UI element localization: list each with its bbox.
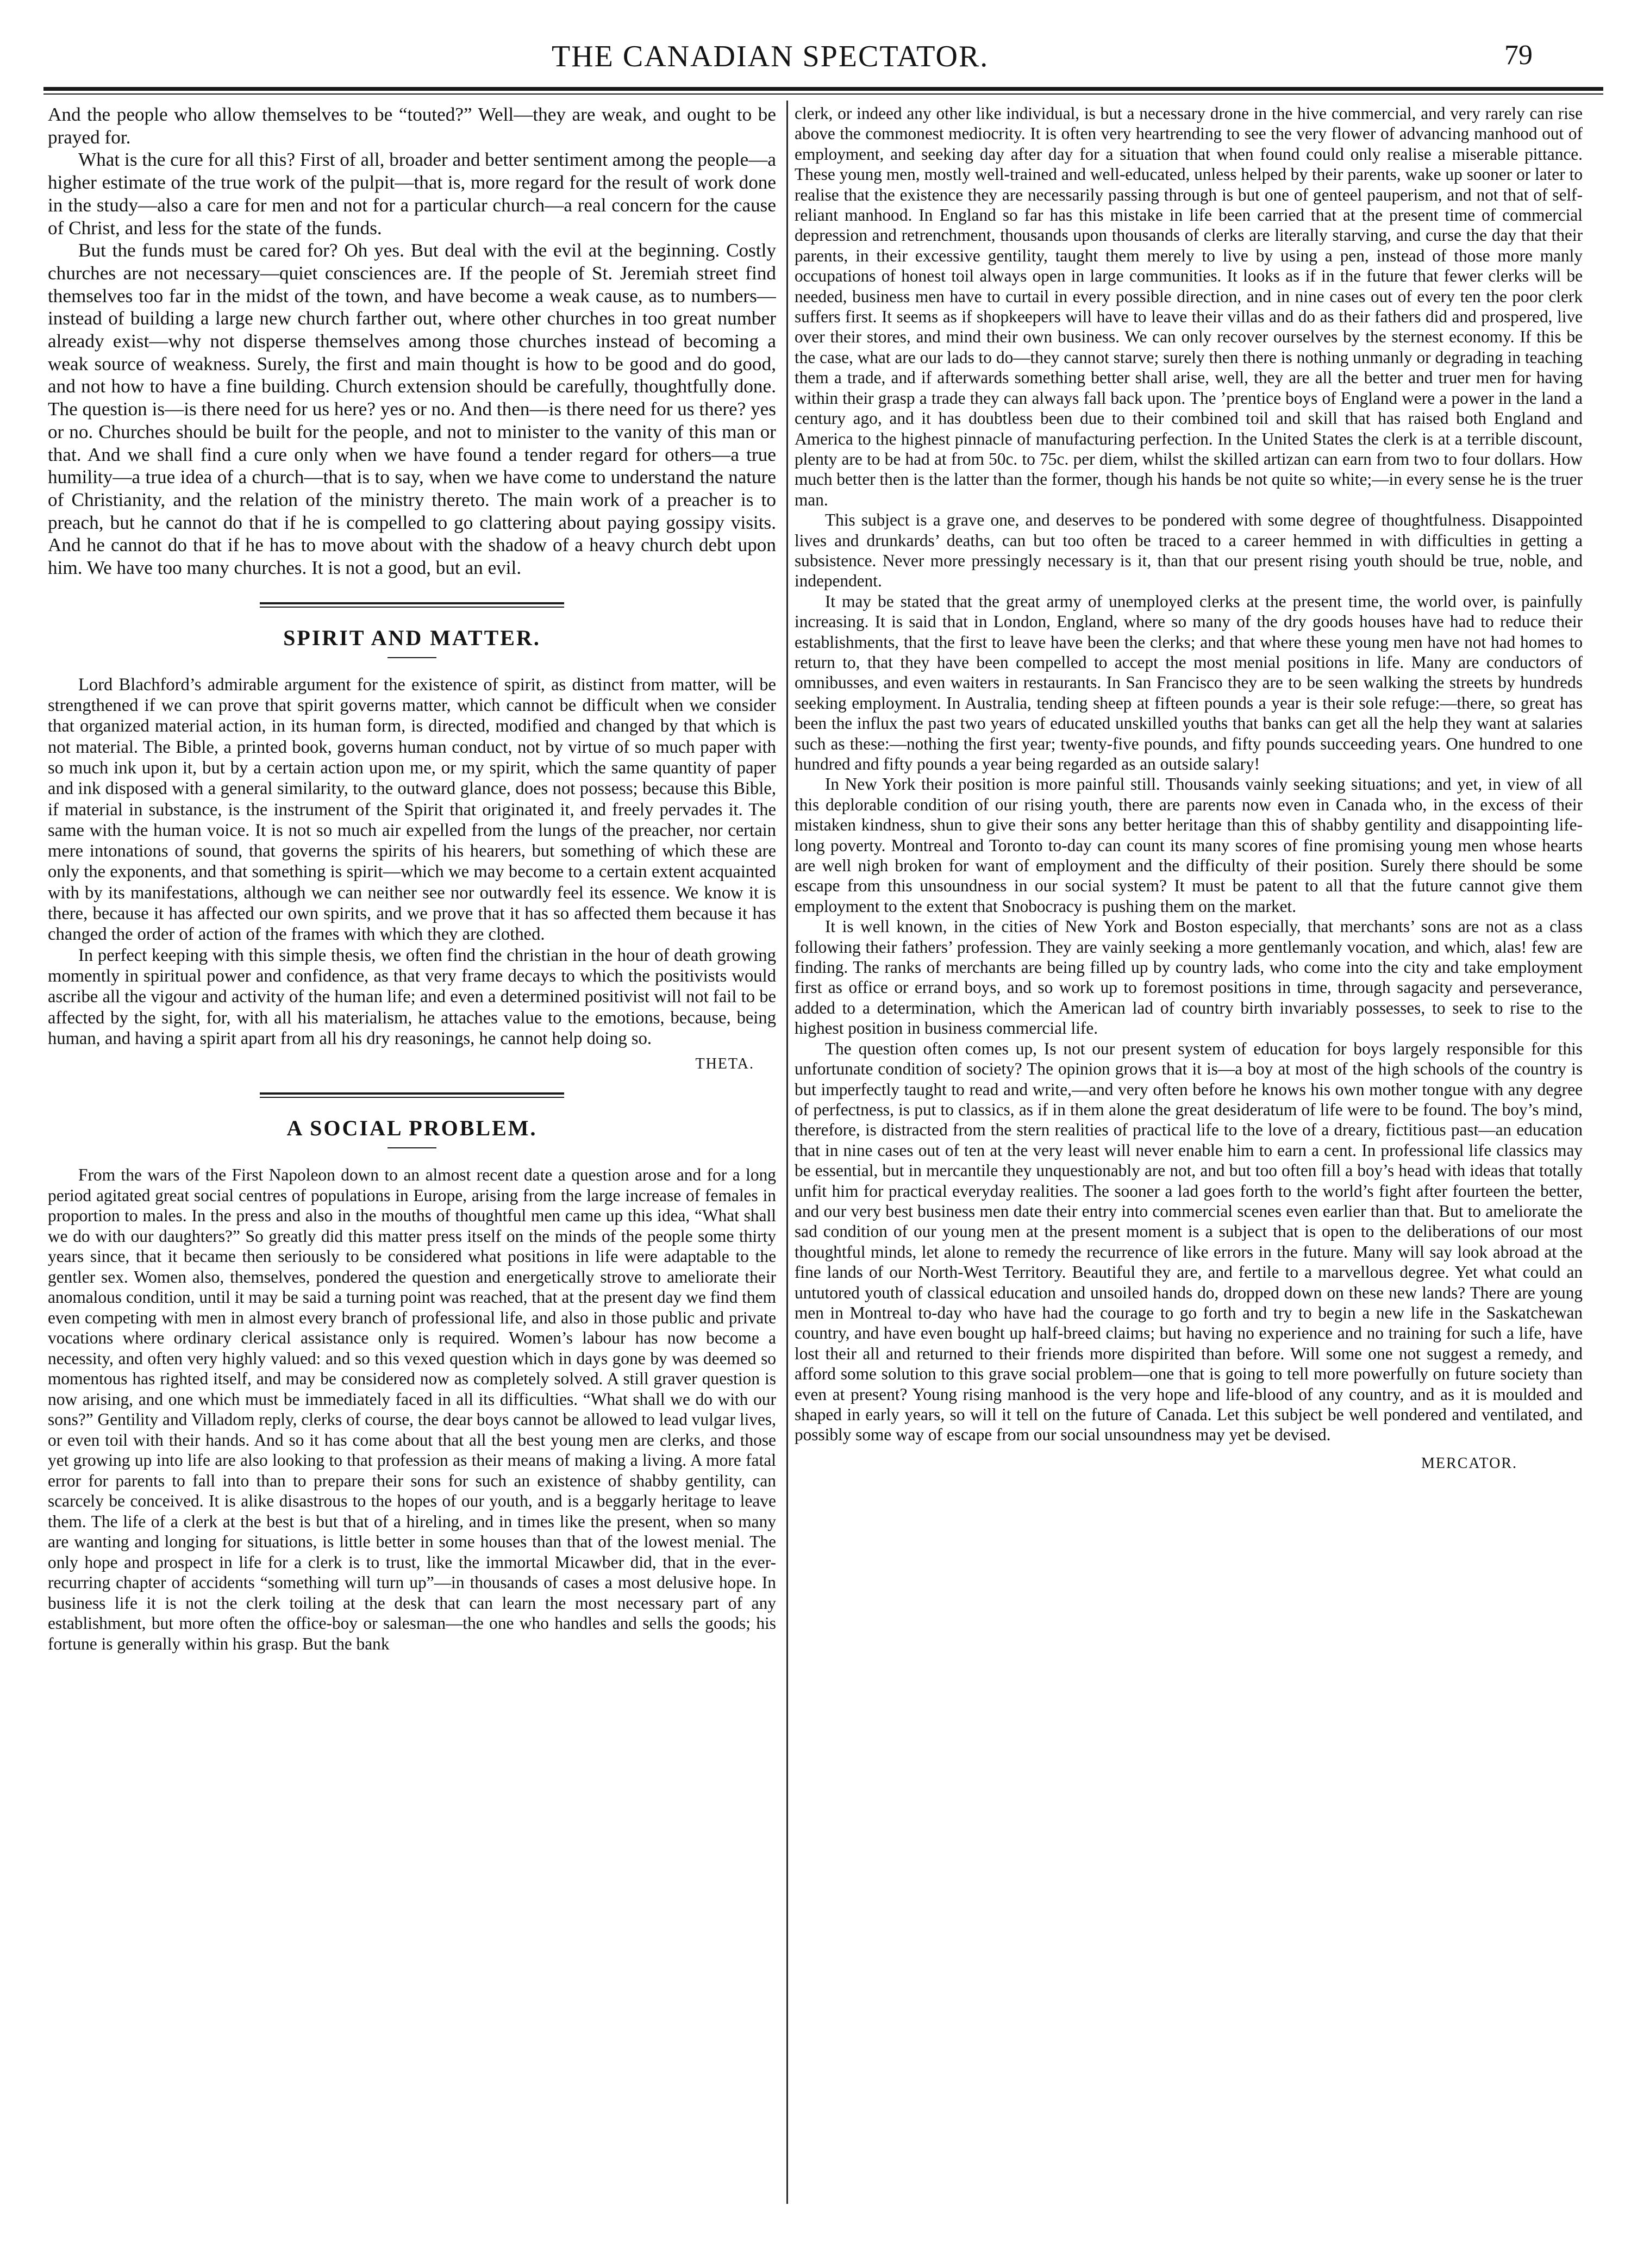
masthead-title: THE CANADIAN SPECTATOR. <box>552 40 989 73</box>
social-problem-continuation <box>795 103 1583 1472</box>
article-paragraph: What is the cure for all this? First of all, broader and better sentiment among the people—a higher estimate of the true work of the pulpit—that is, more regard for the result of work done in the study—also a care for men and not for a particular church—a real concern for the cause of Christ, and less for the state of the funds. <box>48 149 776 239</box>
article-heading: A SOCIAL PROBLEM. <box>286 1116 538 1141</box>
left-column <box>48 103 776 2212</box>
ornament-rule-thick <box>260 602 564 604</box>
article-paragraph: In perfect keeping with this simple thesis, we often find the christian in the hour of death growing momently in spiritual power and confidence, as that very frame decays to which the positivists would ascribe all the vigour and activity of the human life; and even a determined positivist will not fail to be affected by the sight, for, with all his materialism, he attaches value to the emotions, because, being human, and having a spirit apart from all his dry reasonings, he cannot help doing so. <box>48 945 776 1048</box>
author-signature: MERCATOR. <box>1421 1454 1517 1472</box>
ornament-rule-thin <box>260 607 564 608</box>
column-divider <box>786 101 788 2204</box>
ornament-rule-thick <box>260 1092 564 1095</box>
article-paragraph: The question often comes up, Is not our present system of education for boys largely responsible for this unfortunate condition of society? The opinion grows that it is—a boy at most of the high schools of the country is but imperfectly taught to read and write,—and very often before he knows his own mother tongue with any degree of perfectness, is put to classics, as if in them alone the great desideratum of life were to be found. The boy’s mind, therefore, is distracted from the stern realities of practical life to the love of a dreary, fictitious past—an education that in nine cases out of ten at the very least will never enable him to earn a cent. In professional life classics may be essential, but in mercantile they unquestionably are not, and but too often fill a boy’s head with ideas that totally unfit him for practical everyday realities. The sooner a lad goes forth to the world’s fight after fourteen the better, and our very best business men date their entry into commercial scenes even earlier than that. But to ameliorate the sad condition of our young men at the present moment is a subject that is open to the deliberations of our most thoughtful minds, let alone to remedy the recurrence of like errors in the future. Many will say look abroad at the fine lands of our North-West Territory. Beautiful they are, and fertile to a marvellous degree. Yet what could an untutored youth of classical education and unsoiled hands do, dropped down on these new lands? There are young men in Montreal to-day who have had the courage to go forth and try to begin a new life in the Saskatchewan country, and have even bought up half-breed claims; but having no experience and no training for such a life, have lost their all and returned to their friends more dispirited than before. Will some one not suggest a remedy, and afford some solution to this grave social problem—one that is going to tell more powerfully on future society than even at present? Young rising manhood is the very hope and life-blood of any country, and as it is moulded and shaped in early years, so will it tell on the future of Canada. Let this subject be well pondered and ventilated, and possibly some way of escape from our social unsoundness may yet be devised. <box>795 1039 1583 1445</box>
heading-underline <box>388 657 436 658</box>
page-number: 79 <box>1504 40 1533 71</box>
social-problem-article <box>48 1115 776 1654</box>
section-divider-ornament <box>48 595 776 616</box>
article-paragraph: clerk, or indeed any other like individual, is but a necessary drone in the hive commercial, and very rarely can rise above the commonest mediocrity. It is often very heartrending to see the very flower of advancing manhood out of employment, and seeking day after day for a situation that when found could only realise a miserable pittance. These young men, mostly well-trained and well-educated, unless helped by their parents, wake up sooner or later to realise that the existence they are necessarily passing through is but one of genteel pauperism, and not that of self-reliant manhood. In England so far has this mistake in life been carried that at the present time of commercial depression and retrenchment, thousands upon thousands of clerks are literally starving, and curse the day that their parents, in their excessive gentility, taught them merely to live by using a pen, instead of those more manly occupations of honest toil always open in large communities. It looks as if in the future that fewer clerks will be needed, business men have to curtail in every possible direction, and in nine cases out of every ten the poor clerk suffers first. It seems as if shopkeepers will have to leave their villas and do as their fathers did and prospered, live over their stores, and mind their own business. We can only recover ourselves by the sternest economy. If this be the case, what are our lads to do—they cannot starve; surely then there is nothing unmanly or degrading in teaching them a trade, and if afterwards something better shall arise, well, they are all the better and truer men for having within their grasp a trade they can always fall back upon. The ’prentice boys of England were a power in the land a century ago, and it has doubtless been due to their combined toil and skill that has raised both England and America to the highest pinnacle of manufacturing perfection. In the United States the clerk is at a terrible discount, plenty are to be had at from 50c. to 75c. per diem, whilst the skilled artizan can earn from two to four dollars. How much better then is the latter than the former, though his hands be not quite so white;—in every sense he is the truer man. <box>795 104 1583 509</box>
article-heading: SPIRIT AND MATTER. <box>283 625 541 650</box>
header-rule-thin <box>43 93 1603 95</box>
section-divider-ornament <box>48 1085 776 1107</box>
article-paragraph: But the funds must be cared for? Oh yes. But deal with the evil at the beginning. Costly churches are not necessary—quiet consciences are. If the people of St. Jeremiah street find themselves too far in the midst of the town, and have become a weak cause, as to numbers—instead of building a large new church farther out, where other churches in too great number already exist—why not disperse themselves among those churches instead of becoming a weak source of weakness. Surely, the first and main thought is how to be good and do good, and not how to have a fine building. Church extension should be carefully, thoughtfully done. The question is—is there need for us here? yes or no. And then—is there need for us there? yes or no. Churches should be built for the people, and not to minister to the vanity of this man or that. And we shall find a cure only when we have found a tender regard for others—a true humility—a true idea of a church—that is to say, when we have come to understand the nature of Christianity, and the relation of the ministry thereto. The main work of a preacher is to preach, but he cannot do that if he is compelled to go clattering about paying gossipy visits. And he cannot do that if he has to move about with the shadow of a heavy church debt upon him. We have too many churches. It is not a good, but an evil. <box>48 240 776 579</box>
spirit-and-matter-article <box>48 625 776 1073</box>
article-paragraph: It may be stated that the great army of unemployed clerks at the present time, the world over, is painfully increasing. It is said that in London, England, where so many of the dry goods houses have had to reduce their establishments, that the first to leave have been the clerks; and that where these young men have not had homes to return to, that they have been compelled to accept the most menial positions in life. Many are conductors of omnibusses, and even waiters in restaurants. In San Francisco they are to be seen walking the streets by hundreds seeking employment. In Australia, tending sheep at fifteen pounds a year is their sole refuge:—there, so great has been the influx the past two years of educated unskilled youths that banks can get all the help they want at salaries such as these:—nothing the first year; twenty-five pounds, and fifty pounds succeeding years. One hundred to one hundred and fifty pounds a year being regarded as an outside salary! <box>795 591 1583 773</box>
page-header <box>0 0 1650 76</box>
article-paragraph: From the wars of the First Napoleon down to an almost recent date a question arose and for a long period agitated great social centres of populations in Europe, arising from the large increase of females in proportion to males. In the press and also in the mouths of thoughtful men came up this idea, “What shall we do with our daughters?” So greatly did this matter press itself on the minds of the people some thirty years since, that it became then seriously to be considered what positions in life were adaptable to the gentler sex. Women also, themselves, pondered the question and energetically strove to ameliorate their anomalous condition, until it may be said a turning point was reached, that at the present day we find them even competing with men in almost every branch of professional life, and also in those public and private vocations where ordinary clerical assistance only is required. Women’s labour has now become a necessity, and often very highly valued: and so this vexed question which in days gone by was deemed so momentous has righted itself, and may be considered now as completely solved. A still graver question is now arising, and one which must be immediately faced in all its difficulties. “What shall we do with our sons?” Gentility and Villadom reply, clerks of course, the dear boys cannot be allowed to lead vulgar lives, or even toil with their hands. And so it has come about that all the best young men are clerks, and those yet growing up into life are also looking to that profession as their means of making a living. A more fatal error for parents to fall into than to prepare their sons for such an existence of shabby gentility, can scarcely be conceived. It is alike disastrous to the hopes of our youth, and is a beggarly heritage to leave them. The life of a clerk at the best is but that of a hireling, and in times like the present, when so many are wanting and longing for situations, is little better in some houses than that of the lowest menial. The only hope and prospect in life for a clerk is to trust, like the immortal Micawber did, that in the ever-recurring chapter of accidents “something will turn up”—in thousands of cases a most delusive hope. In business life it is not the clerk toiling at the desk that can learn the most necessary part of any establishment, but more often the office-boy or salesman—the one who handles and sells the goods; his fortune is generally within his grasp. But the bank <box>48 1165 776 1653</box>
article-paragraph: It is well known, in the cities of New York and Boston especially, that merchants’ sons are not as a class following their fathers’ profession. They are vainly seeking a more gentlemanly vocation, and which, alas! few are finding. The ranks of merchants are being filled up by country lads, who come into the city and take employment first as office or errand boys, and so work up to foremost positions in time, through sagacity and perseverance, added to a determination, which the American lad of country birth invariably possesses, to seek to rise to the highest position in business commercial life. <box>795 917 1583 1038</box>
author-signature: THETA. <box>695 1055 754 1073</box>
article-paragraph: This subject is a grave one, and deserves to be pondered with some degree of thoughtfulness. Disappointed lives and drunkards’ deaths, can but too often be traced to a career hemmed in with difficulties in getting a subsistence. Never more pressingly necessary is it, than that our present rising youth should be true, noble, and independent. <box>795 510 1583 591</box>
heading-underline <box>388 1147 436 1148</box>
right-column <box>795 103 1583 2212</box>
article-paragraph: Lord Blachford’s admirable argument for the existence of spirit, as distinct from matter, will be strengthened if we can prove that spirit governs matter, which cannot be difficult when we consider that organized material action, in its human form, is directed, modified and changed by that which is not material. The Bible, a printed book, governs human conduct, not by virtue of so much paper with so much ink upon it, but by a certain action upon me, or my spirit, which the same quantity of paper and ink disposed with a general similarity, to the outward glance, does not possess; because this Bible, if material in substance, is the instrument of the Spirit that originated it, and freely pervades it. The same with the human voice. It is not so much air expelled from the lungs of the preacher, nor certain mere intonations of sound, that governs the spirits of his hearers, but something of which these are only the exponents, and that something is spirit—which we may become to a certain extent acquainted with by its manifestations, although we can neither see nor outwardly feel its essence. We know it is there, because it has affected our own spirits, and we prove that it has so affected them because it has changed the order of action of the frames with which they are clothed. <box>48 674 776 945</box>
ornament-rule-thin <box>260 1097 564 1098</box>
header-rule-thick <box>43 87 1603 91</box>
church-article-continuation <box>48 103 776 579</box>
article-paragraph: In New York their position is more painful still. Thousands vainly seeking situations; and yet, in view of all this deplorable condition of our rising youth, there are parents now even in Canada who, in the excess of their mistaken kindness, shun to give their sons any better heritage than this of shabby gentility and disappointing life-long poverty. Montreal and Toronto to-day can count its many scores of fine promising young men whose hearts are well nigh broken for want of employment and the difficulty of their position. Surely there should be some escape from this unsoundness in our social system? It must be patent to all that the future cannot give them employment to the extent that Snobocracy is pushing them on the market. <box>795 774 1583 916</box>
article-paragraph: And the people who allow themselves to be “touted?” Well—they are weak, and ought to be prayed for. <box>48 104 776 148</box>
